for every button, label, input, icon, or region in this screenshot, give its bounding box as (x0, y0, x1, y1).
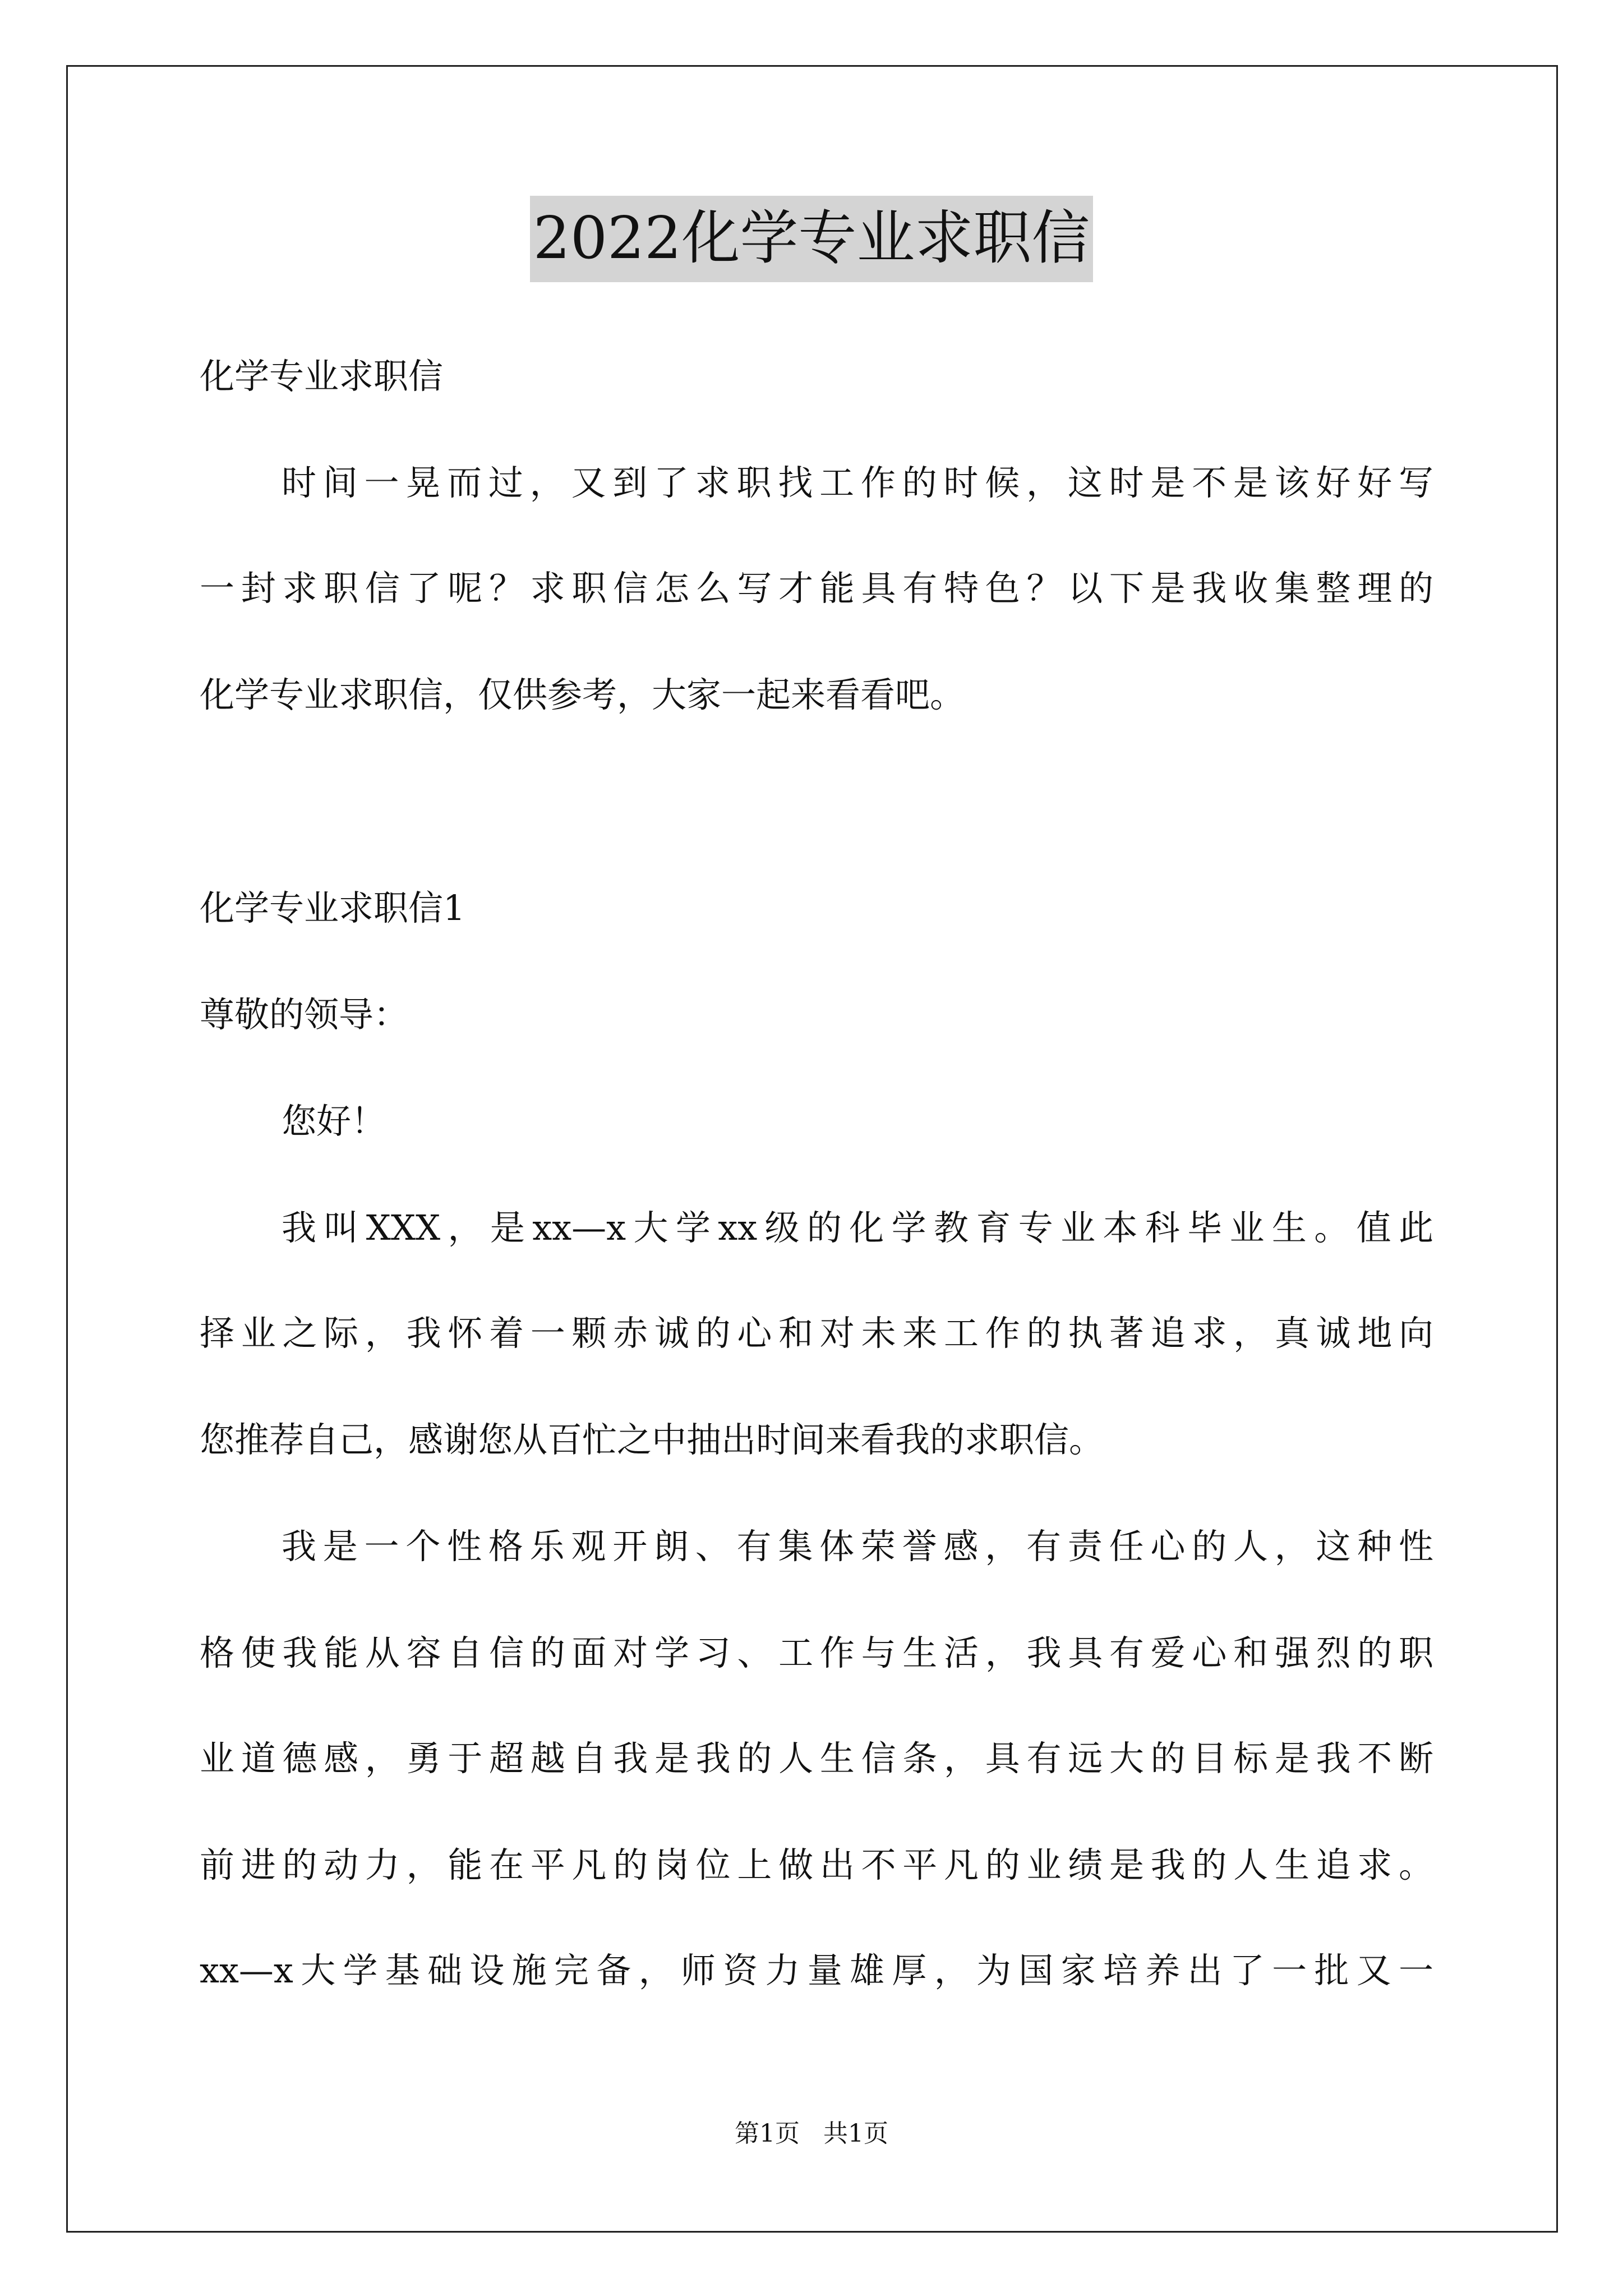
paragraph-2-line-2: 格使我能从容自信的面对学习、工作与生活，我具有爱心和强烈的职 (200, 1632, 1433, 1673)
document-title (0, 204, 1623, 272)
page-number-footer: 第1页 共1页 (735, 2119, 888, 2148)
intro-line-1: 时间一晃而过，又到了求职找工作的时候，这时是不是该好好写 (282, 462, 1433, 503)
paragraph-1-line-1: 我叫XXX，是xx—x大学xx级的化学教育专业本科毕业生。值此 (282, 1207, 1433, 1248)
intro-line-3: 化学专业求职信，仅供参考，大家一起来看看吧。 (200, 674, 965, 715)
paragraph-2-line-3: 业道德感，勇于超越自我是我的人生信条，具有远大的目标是我不断 (200, 1738, 1433, 1779)
subtitle-line: 化学专业求职信 (200, 356, 444, 397)
document-title-text: 2022化学专业求职信 (530, 196, 1094, 282)
paragraph-2-line-4: 前进的动力，能在平凡的岗位上做出不平凡的业绩是我的人生追求。 (200, 1844, 1433, 1885)
greeting: 您好！ (282, 1101, 386, 1142)
paragraph-2-line-1: 我是一个性格乐观开朗、有集体荣誉感，有责任心的人，这种性 (282, 1526, 1433, 1567)
intro-line-2: 一封求职信了呢？求职信怎么写才能具有特色？以下是我收集整理的 (200, 568, 1433, 609)
section-heading: 化学专业求职信1 (200, 887, 465, 928)
paragraph-1-line-3: 您推荐自己，感谢您从百忙之中抽出时间来看我的求职信。 (200, 1419, 1104, 1460)
paragraph-1-line-2: 择业之际，我怀着一颗赤诚的心和对未来工作的执著追求，真诚地向 (200, 1313, 1433, 1354)
salutation: 尊敬的领导： (200, 994, 409, 1035)
paragraph-2-line-5: xx—x大学基础设施完备，师资力量雄厚，为国家培养出了一批又一 (200, 1950, 1433, 1991)
